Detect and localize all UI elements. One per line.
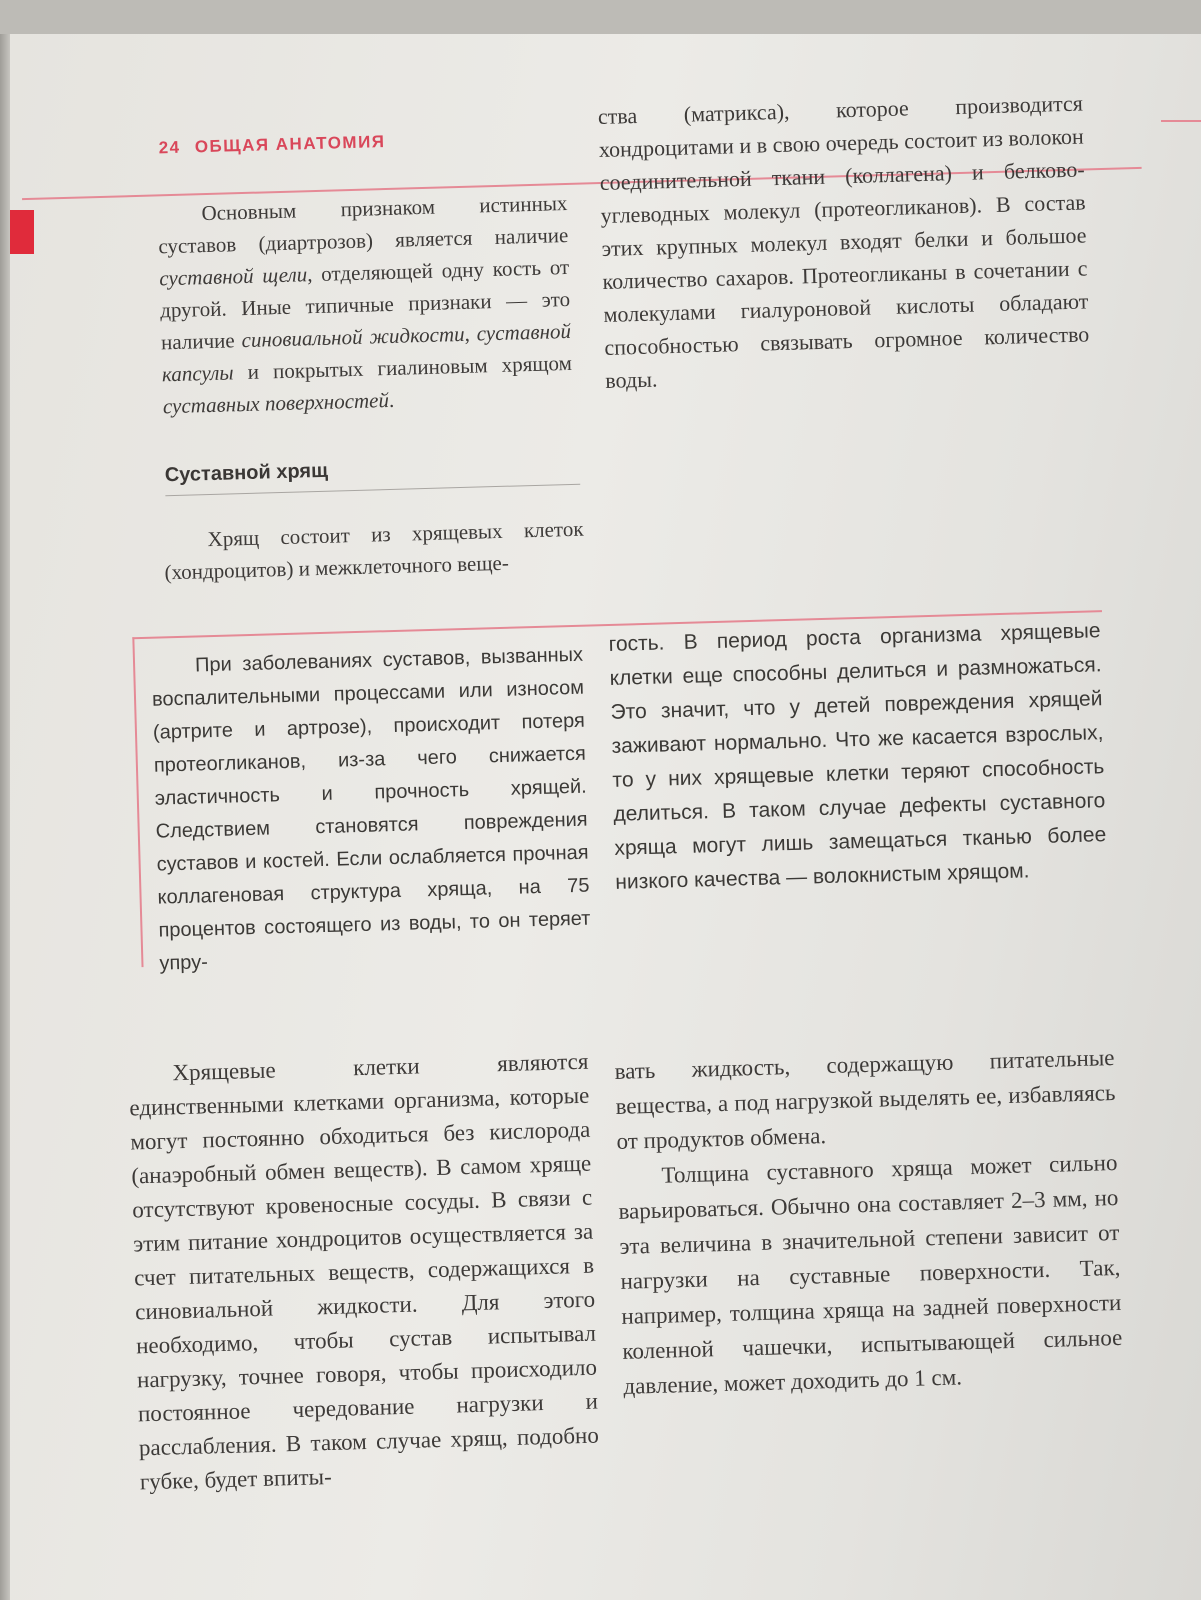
intro-text-1: Основным признаком истинных суставов (диартрозов) является наличие [158,190,569,259]
callout-left-column [151,639,592,981]
intro-term-joint-space: суставной щели [158,262,308,291]
callout-left-paragraph: При заболеваниях суставов, вызванных воспалительными процессами или износом (артрите и артрозе), происходит потеря протеогликанов, из-за чего снижается эластичность и прочность хрящей. Следствием становятся повреждения суставов и костей. Если ослабляется прочная коллагеновая структура хряща, на 75 процентов состоящего из воды, то он теряет упру- [151,643,591,975]
intro-text-5: . [388,387,395,412]
intro-text-3: , [464,321,478,346]
callout-right-column [608,614,1107,900]
section-paragraph: Хрящ состоит из хрящевых клеток (хондроцитов) и межклеточного веще- [164,516,584,585]
body-left-column [128,1045,600,1500]
body-left-paragraph: Хрящевые клетки являются единственными клетками организма, которые могут постоянно обходиться без кислорода (анаэробный обмен веществ). В самом хряще отсутствуют кровеносные сосуды. В связи с этим питание хондроцитов осуществляется за счет питательных веществ, содержащихся в синовиальной жидкости. Для этого необходимо, чтобы сустав испытывал нагрузку, точнее говоря, чтобы происходило постоянное чередование нагрузки и расслабления. В таком случае хрящ, подобно губке, будет впиты- [129,1048,600,1495]
page-content [10,34,1201,1600]
intro-right-column [598,87,1091,397]
intro-term-joint-surfaces: суставных поверхностей [162,388,390,419]
intro-text-4: и покрытых гиалиновым хрящом [233,350,573,385]
intro-text-2: , отделяющей одну кость от другой. Иные типичные признаки — это наличие [159,254,571,355]
intro-right-paragraph: ства (матрикса), которое производится хондроцитами и в свою очередь состоит из волокон соединительной ткани (коллагена) и белково-углеводных молекул (протеогликанов). В состав этих крупных молекул входят белки и большое количество сахаров. Протеогликаны в сочетании с молекулами гиалуроновой кислоты обладают способностью связывать огромное количество воды. [597,90,1090,393]
intro-paragraph [157,187,573,422]
section-title: ОБЩАЯ АНАТОМИЯ [194,132,386,157]
section-paragraph-column [163,513,585,589]
callout-rule-left [132,637,143,967]
book-page [10,34,1201,1600]
section-heading: Суставной хрящ [165,453,581,497]
body-right-paragraph-1: вать жидкость, содержащую питательные вещества, а под нагрузкой выделять ее, избавляясь от продуктов обмена. [614,1045,1116,1154]
intro-left-column [157,187,573,422]
intro-term-synovial-fluid: синовиальной жидкости [241,321,465,353]
page-number: 24 [158,137,181,158]
callout-right-paragraph: гость. В период роста организма хрящевые клетки еще способны делиться и размножаться. Это значит, что у детей повреждения хрящей заживают нормально. Что же касается взрослых, то у них хрящевые клетки теряют способность делиться. В таком случае дефекты суставного хряща могут лишь замещаться тканью более низкого качества — волокнистым хрящом. [608,619,1107,894]
body-right-column [614,1040,1124,1404]
intro-term-joint-capsule: суставной капсулы [161,318,572,387]
body-right-paragraph-2: Толщина суставного хряща может сильно варьироваться. Обычно она составляет 2–3 мм, но эта величина в значительной степени зависит от нагрузки на суставные поверхности. Так, например, толщина хряща на задней поверхности коленной чашечки, испытывающей сильное давление, может доходить до 1 см. [618,1149,1123,1399]
